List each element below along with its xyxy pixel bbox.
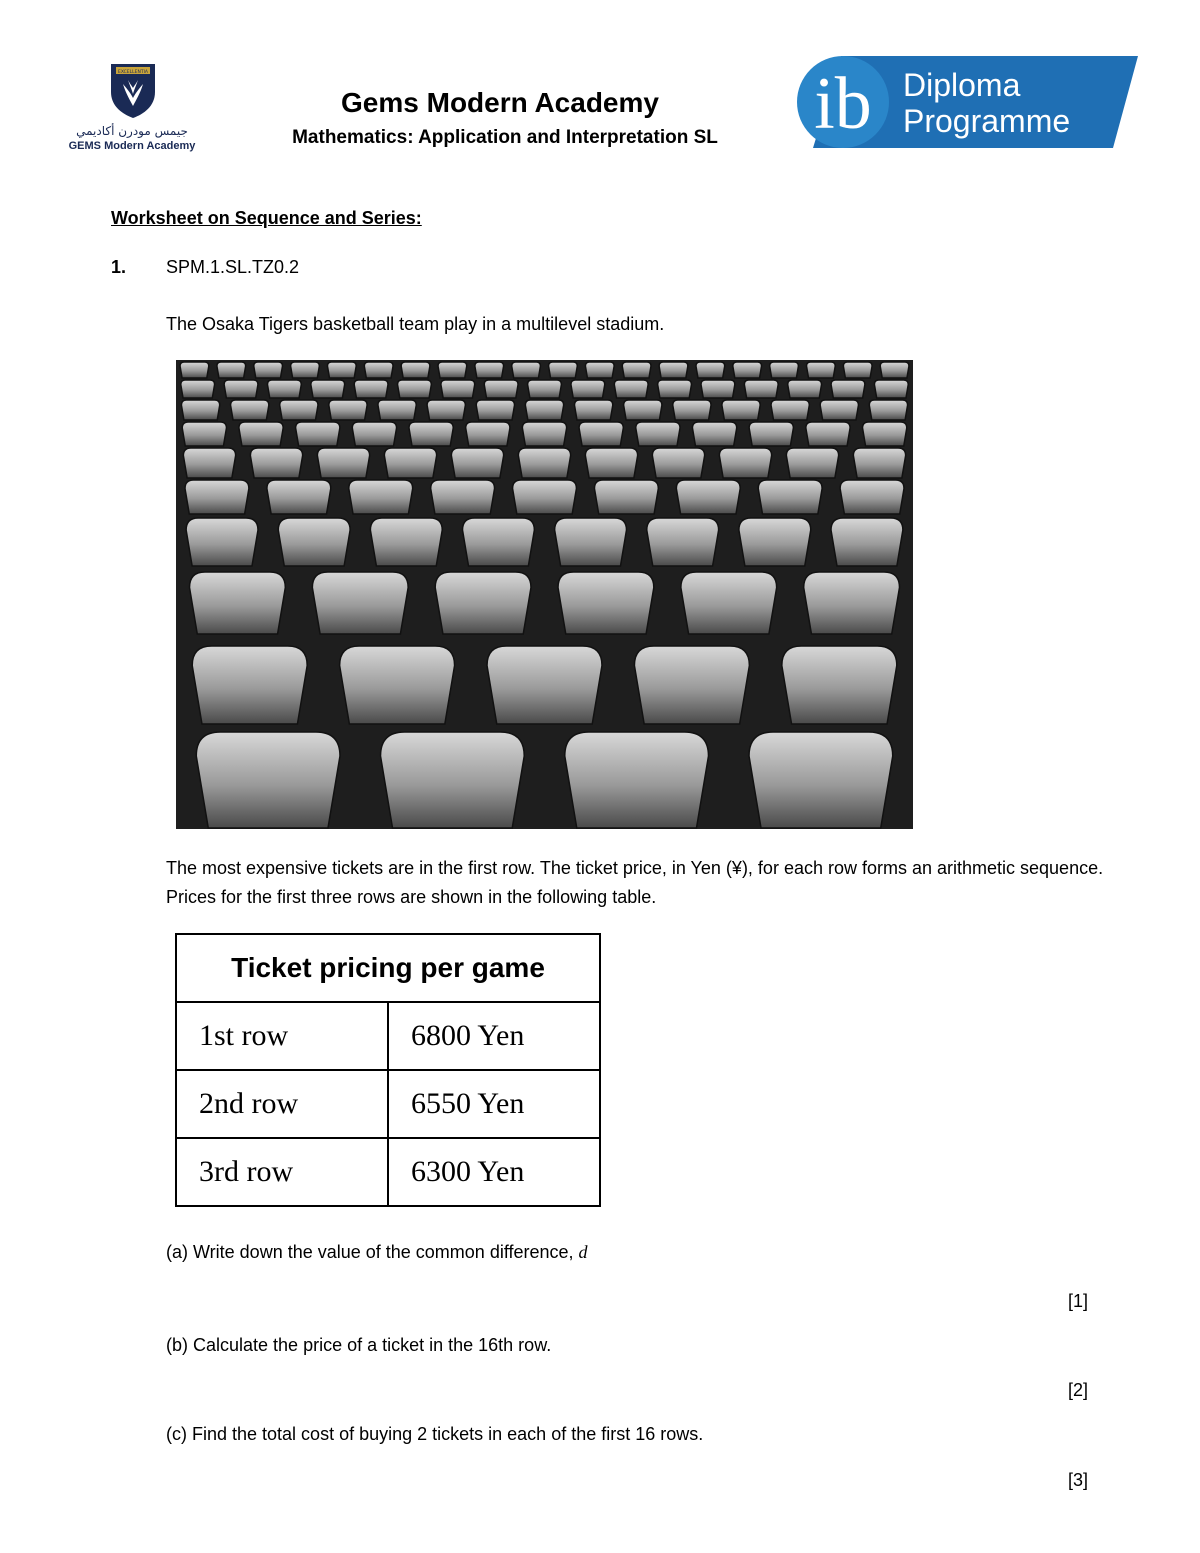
row-label: 2nd row [176,1070,388,1138]
row-label: 1st row [176,1002,388,1070]
stadium-seat [185,480,249,514]
stadium-seat [181,400,219,420]
part-b: (b) Calculate the price of a ticket in the 16th row. [166,1335,552,1355]
part-a [166,1240,588,1264]
part-b-marks: [2] [1067,1380,1088,1400]
stadium-seat [311,380,345,398]
stadium-seat [574,400,612,420]
stadium-seat [744,380,778,398]
stadium-seat [869,400,907,420]
stadium-seat [231,400,269,420]
gems-shield-icon [108,58,158,120]
stadium-seat [340,646,455,724]
table-row [176,1070,600,1138]
stadium-seat [788,380,822,398]
stadium-seat [749,732,893,828]
stadium-seat [183,448,235,478]
row-price: 6800 Yen [388,1002,600,1070]
stadium-seat [719,448,771,478]
stadium-seat [190,572,286,634]
stadium-seat [528,380,562,398]
stadium-seat [192,646,307,724]
stadium-seat [401,362,430,378]
stadium-seat [378,400,416,420]
stadium-seat [880,362,909,378]
stadium-seat [770,362,799,378]
stadium-seat [571,380,605,398]
stadium-seat [624,400,662,420]
stadium-seat [786,448,838,478]
ib-diploma-logo [793,52,1138,154]
stadium-seat [476,400,514,420]
stadium-seat [636,422,680,446]
stadium-seat [409,422,453,446]
stadium-seat [522,422,566,446]
ib-line2-text: Programme [903,103,1071,139]
ib-mark-text: ib [814,63,872,145]
stadium-seat [525,400,563,420]
stadium-seat [807,362,836,378]
stadium-seat [475,362,504,378]
gems-logo [62,56,202,160]
stadium-seat [180,362,209,378]
stadium-seat [722,400,760,420]
stadium-seats-illustration [176,360,913,829]
stadium-seat [441,380,475,398]
stadium-seat [354,380,388,398]
question-paragraph: The most expensive tickets are in the first row. The ticket price, in Yen (¥), for each row forms an arithmetic sequence. Prices for the first three rows are shown in the following table. [166,858,1104,907]
row-price: 6300 Yen [388,1138,600,1206]
table-title: Ticket pricing per game [176,934,600,1002]
stadium-seat [384,448,436,478]
stadium-seat [692,422,736,446]
stadium-seat [364,362,393,378]
stadium-seat [254,362,283,378]
stadium-seat [518,448,570,478]
stadium-seat [427,400,465,420]
table-row [176,1138,600,1206]
stadium-seat [594,480,658,514]
stadium-seat [804,572,900,634]
part-a-variable: d [578,1242,588,1262]
worksheet-heading: Worksheet on Sequence and Series: [111,208,422,228]
stadium-seat [634,646,749,724]
stadium-seat [585,448,637,478]
course-title: Mathematics: Application and Interpretation SL [292,127,718,148]
stadium-seat [863,422,907,446]
stadium-seat [681,572,777,634]
stadium-seat [676,480,740,514]
stadium-seat [431,480,495,514]
stadium-seat [451,448,503,478]
stadium-seat [806,422,850,446]
stadium-seat [565,732,709,828]
stadium-seat [239,422,283,446]
ib-logo-icon [793,52,1138,154]
stadium-seat [398,380,432,398]
stadium-seat [579,422,623,446]
stadium-seat [250,448,302,478]
stadium-seat [186,518,258,566]
stadium-seat [749,422,793,446]
stadium-seat [352,422,396,446]
stadium-seat [658,380,692,398]
stadium-seat [438,362,467,378]
question-code: SPM.1.SL.TZ0.2 [166,257,300,277]
part-a-marks: [1] [1067,1291,1088,1311]
stadium-seat [370,518,442,566]
stadium-seat [733,362,762,378]
gems-banner-text: EXCELLENTIA [118,70,148,75]
stadium-seat [701,380,735,398]
stadium-seat [782,646,897,724]
stadium-seat [312,572,408,634]
part-a-text: (a) Write down the value of the common difference, [166,1242,579,1262]
stadium-seat [487,646,602,724]
gems-english-name: GEMS Modern Academy [68,140,196,152]
stadium-seat [349,480,413,514]
stadium-seat [831,380,865,398]
stadium-seat [549,362,578,378]
stadium-seat [291,362,320,378]
stadium-seat [659,362,688,378]
stadium-seat [874,380,908,398]
ticket-pricing-table [175,933,601,1207]
stadium-seat [758,480,822,514]
stadium-seat [558,572,654,634]
stadium-seat [196,732,340,828]
stadium-seat [217,362,246,378]
stadium-seat [647,518,719,566]
stadium-seat [652,448,704,478]
stadium-seat [820,400,858,420]
school-name: Gems Modern Academy [341,87,659,118]
stadium-seat [329,400,367,420]
ib-line1-text: Diploma [903,67,1021,103]
stadium-seat [555,518,627,566]
stadium-seat [840,480,904,514]
stadium-seat [853,448,905,478]
stadium-seat [513,480,577,514]
stadium-seat [435,572,531,634]
stadium-seat [843,362,872,378]
stadium-seat [267,480,331,514]
part-c-marks: [3] [1067,1470,1088,1490]
stadium-seat [278,518,350,566]
stadium-seat [673,400,711,420]
row-label: 3rd row [176,1138,388,1206]
stadium-seat [512,362,541,378]
stadium-seat [739,518,811,566]
question-number: 1. [111,257,127,277]
stadium-seat [831,518,903,566]
stadium-seat [181,380,215,398]
row-price: 6550 Yen [388,1070,600,1138]
stadium-seat [771,400,809,420]
stadium-seat [585,362,614,378]
stadium-seat [381,732,525,828]
stadium-seat [267,380,301,398]
stadium-seat [317,448,369,478]
stadium-seat [622,362,651,378]
table-header-row [176,934,600,1002]
stadium-seat [280,400,318,420]
stadium-seat [224,380,258,398]
stadium-seat [466,422,510,446]
stadium-seat [484,380,518,398]
gems-arabic-name: جيمس مودرن أكاديمي [76,124,188,138]
part-c: (c) Find the total cost of buying 2 tickets in each of the first 16 rows. [166,1424,704,1444]
stadium-seat [296,422,340,446]
stadium-seat [696,362,725,378]
stadium-seat [182,422,226,446]
table-row [176,1002,600,1070]
stadium-seat [463,518,535,566]
stadium-seats-photo [176,360,913,829]
stadium-seat [327,362,356,378]
question-intro: The Osaka Tigers basketball team play in a multilevel stadium. [166,314,665,334]
stadium-seat [614,380,648,398]
